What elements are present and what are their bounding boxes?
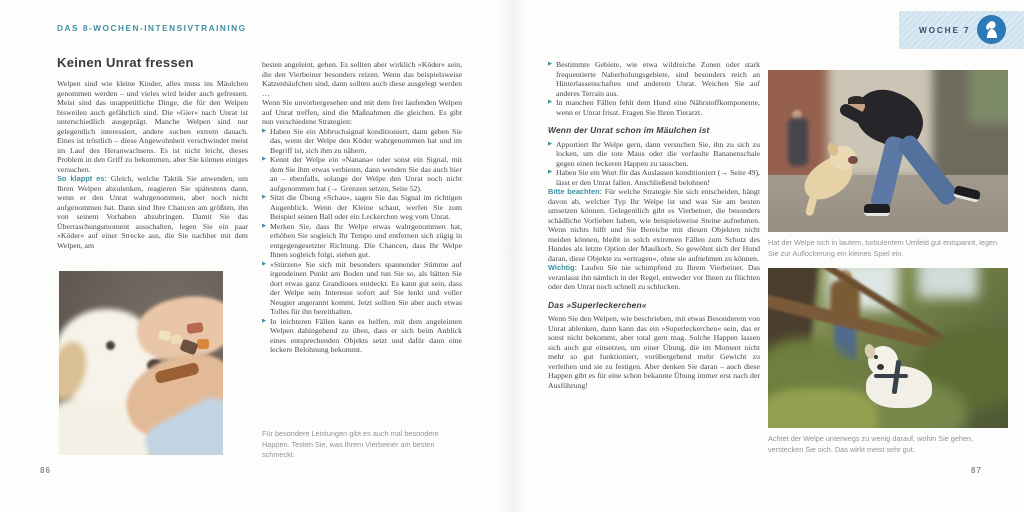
photo-shape-grass-light: [768, 388, 878, 428]
intro-paragraph: Welpen sind wie kleine Kinder, alles muss ins Mäulchen genommen werden – und vieles wird leider auch gefressen. Meist sind das unappetitliche Dinge, die für den Welpen bisweilen auch gefährlich sind. Die »Gier« nach Unrat ist unterschiedlich ausgeprägt. Manche Welpen sind nur gelegentlich interessiert, andere suchen extrem danach. Eines ist tröstlich – diese Angewohnheit verschwindet meist im Lauf des Heranwachsens. Es ist nicht leicht, dieses Problem in den Griff zu bekommen, aber Sie können einiges versuchen.: [57, 79, 248, 174]
photo-puppy-treats: [59, 271, 223, 455]
section-title: Keinen Unrat fressen: [57, 55, 194, 70]
photo-shape-bg-person: [788, 118, 808, 166]
so-klappt-paragraph: [57, 174, 248, 250]
list-item-text: Merken Sie, dass Ihr Welpe etwas wahrgenommen hat, erhöhen Sie sogleich Ihr Tempo und entfernen sich zügig in entgegengesetzter Richtung. Die Chancen, dass Ihr Welpe Ihnen sogleich folgt, stehen gut.: [270, 221, 462, 259]
page-number-right: 87: [971, 466, 982, 475]
left-column-1: [57, 79, 248, 250]
list-item: [262, 260, 462, 317]
left-column-2: [262, 60, 462, 355]
wichtig-text: Laufen Sie nie schimpfend zu Ihrem Vierbeiner. Das veranlasst ihn nämlich in der Regel, entweder vor Ihnen zu flüchten oder den Unrat noch schnell zu schlucken.: [548, 263, 760, 291]
paragraph: besten angeleint, gehen. Es sollten aber wirklich »Köder« sein, die den Vierbeiner besonders reizen. Wenn das beispielsweise Katzenhäufchen sind, dann sollten auch diese ausgelegt werden …: [262, 60, 462, 98]
list-item-text: Bestimmte Gebiete, wie etwa wildreiche Zonen oder stark frequentierte Naherholungsgebiete, sind besonders reich an Hinterlassenschaften und anderem Unrat. Weichen Sie auf anderes Terrain aus.: [556, 60, 760, 98]
photo-shape-man-hair: [848, 96, 865, 104]
bullet-icon: ▶: [262, 222, 267, 229]
list-item-text: Apportiert Ihr Welpe gern, dann versuchen Sie, ihn zu sich zu locken, um die tote Maus oder die verfaulte Bananenschale gegen einen leckeren Happen zu tauschen.: [556, 139, 760, 168]
bullet-icon: ▶: [262, 317, 267, 324]
list-item-text: Sitzt die Übung »Schau«, sagen Sie das Signal im richtigen Augenblick. Wenn der Kleine schaut, werfen Sie zum Beispiel seinen Ball oder ein Leckerchen weg vom Unrat.: [270, 193, 462, 221]
week-label: WOCHE 7: [919, 25, 971, 35]
photo-shape-harness-chest: [874, 374, 908, 378]
wichtig-label: Wichtig:: [548, 263, 578, 272]
week-badge: [977, 15, 1006, 44]
photo-shape-bg-green: [968, 70, 1008, 124]
page-gutter: [498, 0, 526, 512]
photo-shape-dog-eye: [106, 341, 115, 350]
bullet-icon: ▶: [262, 194, 267, 200]
bitte-beachten-paragraph: [548, 187, 760, 263]
list-item: [262, 127, 462, 156]
bullet-icon: ▶: [262, 156, 267, 162]
photo-caption-play: Hat der Welpe sich in lautem, turbulentem Umfeld gut entspannt, legen Sie zur Auflockerung ein kleines Spiel ein.: [768, 238, 998, 258]
photo-shape-shoe1: [864, 204, 890, 216]
superleckerchen-paragraph: Wenn Sie den Welpen, wie beschrieben, mit etwas Besonderem von Unrat ablenken, dann kann das ein »Superleckerchen« sein, das er sonst nicht bekommt, aber total gern mag. Solche Happen lassen sich auch gut einsetzen, um einer Übung, die im Moment nicht mehr so gut funktioniert, vorübergehend mehr Gewicht zu verleihen und sie zu festigen. Aber denken Sie daran – auch diese Happen gibt es für eine schon bekannte Übung immer erst nach der Ausführung!: [548, 314, 760, 390]
wichtig-paragraph: [548, 263, 760, 292]
photo-caption-forest: Achtet der Welpe unterwegs zu wenig darauf, wohin Sie gehen, verstecken Sie sich. Das wirkt meist sehr gut.: [768, 434, 974, 454]
photo-puppy-forest: [768, 268, 1008, 428]
so-klappt-text: Gleich, welche Taktik Sie anwenden, um Ihren Welpen abzulenken, reagieren Sie spätestens dann, wenn er den Unrat wahrgenommen, aber noch nicht aufgenommen hat. Dann sind Ihre Chancen am größten, ihn von seinem Vorhaben abzubringen. Damit Sie das Überraschungsmoment ausschalten, legen Sie ein paar »Köder« auf einer Strecke aus, die Sie nachher mit dem Welpen, am: [57, 174, 249, 250]
list-item-text: Haben Sie ein Wort für das Auslassen konditioniert (→ Seite 49), lässt er den Unrat fallen. Anschließend belohnen!: [556, 168, 760, 187]
subheading-superleckerchen: Das »Superleckerchen«: [548, 299, 647, 310]
photo-shape-treat-cream1: [158, 330, 170, 341]
right-column-1: [548, 60, 760, 390]
photo-caption-treats: Für besondere Leistungen gibt es auch mal besondere Happen. Testen Sie, was Ihrem Vierbeiner am besten schmeckt.: [262, 429, 439, 459]
list-item-text: »Stürzen« Sie sich mit besonders spannender Stimme auf irgendeinen Punkt am Boden und tun Sie so, als hätten Sie dort etwas ganz Grandioses entdeckt. Es kann gut sein, dass der Welpe sein Interesse sofort auf Sie lenkt und voller Neugier angerannt kommt. Jetzt sollten Sie aber auch etwas Tolles für ihn bereithalten.: [270, 259, 462, 316]
bullet-icon: ▶: [548, 61, 553, 67]
list-item: [262, 222, 462, 260]
dog-icon: [977, 15, 1006, 44]
list-item: [548, 60, 760, 98]
page-number-left: 86: [40, 466, 51, 475]
list-item-text: In leichteren Fällen kann es helfen, mit dem angeleinten Welpen dahingehend zu üben, dass er sich beim Anblick eines entsprechenden Objekts setzt und dafür dann eine leckere Belohnung bekommt.: [270, 316, 462, 354]
bitte-beachten-label: Bitte beachten:: [548, 187, 603, 196]
photo-shape-sky2: [918, 268, 978, 298]
list-item: [548, 168, 760, 187]
so-klappt-label: So klappt es:: [57, 174, 107, 183]
list-item-text: Haben Sie ein Abbruchsignal konditioniert, dann geben Sie das, wenn der Welpe den Köder wahrgenommen hat und im Begriff ist, sich ihm zu nähern.: [270, 126, 462, 155]
photo-shape-treat-orange: [197, 339, 209, 349]
list-item-text: In manchen Fällen fehlt dem Hund eine Nährstoffkomponente, wenn er Unrat frisst. Fragen Sie Ihren Tierarzt.: [556, 98, 760, 117]
list-item: [548, 98, 760, 117]
week-header-box: [899, 11, 1024, 49]
photo-play-outdoors: [768, 70, 1008, 232]
photo-shape-puppy-mouth: [848, 156, 858, 164]
bullet-icon: ▶: [262, 260, 267, 267]
paragraph: Wenn Sie unvorhergesehen und mit dem frei laufenden Welpen auf Unrat treffen, sind die Maßnahmen die gleichen. Es gibt nun verschiedene Strategien:: [262, 98, 462, 126]
list-item: [262, 317, 462, 355]
list-item: [548, 140, 760, 169]
chapter-header: DAS 8-WOCHEN-INTENSIVTRAINING: [57, 23, 247, 33]
photo-shape-dog-nose: [877, 364, 884, 370]
list-item: [262, 193, 462, 222]
photo-shape-dog-eye: [874, 355, 878, 359]
list-item: [262, 155, 462, 193]
bullet-icon: ▶: [548, 140, 553, 147]
bullet-icon: ▶: [548, 169, 553, 175]
bullet-icon: ▶: [262, 127, 267, 134]
bullet-icon: ▶: [548, 99, 553, 105]
list-item-text: Kennt der Welpe ein »Nanana« oder sonst ein Signal, mit dem Sie ihm etwas verbieten, dann wenden Sie das auch hier an – ebenfalls, solange der Welpe den Unrat noch nicht aufgenommen hat (→ Grenzen setzen, Seite 52).: [270, 155, 462, 193]
bitte-beachten-text: Für welche Strategie Sie sich entscheiden, hängt davon ab, welcher Typ Ihr Welpe ist und was Sie am besten umsetzen können. Gelegentlich gibt es Vierbeiner, die besonders schädliche Vorlieben haben, wie beispielsweise Steine aufnehmen. Wenn nichts hilft und Sie Bereiche mit diesen Objekten nicht meiden können, bleibt in solch extremen Fällen zum Schutz des Hundes als letzte Option der Maulkorb. So gewöhnt sich der Hund daran, diese Objekte zu »ertragen«, ohne sie aufnehmen zu können.: [548, 187, 760, 263]
subheading-unrat-maeulchen: Wenn der Unrat schon im Mäulchen ist: [548, 125, 710, 135]
